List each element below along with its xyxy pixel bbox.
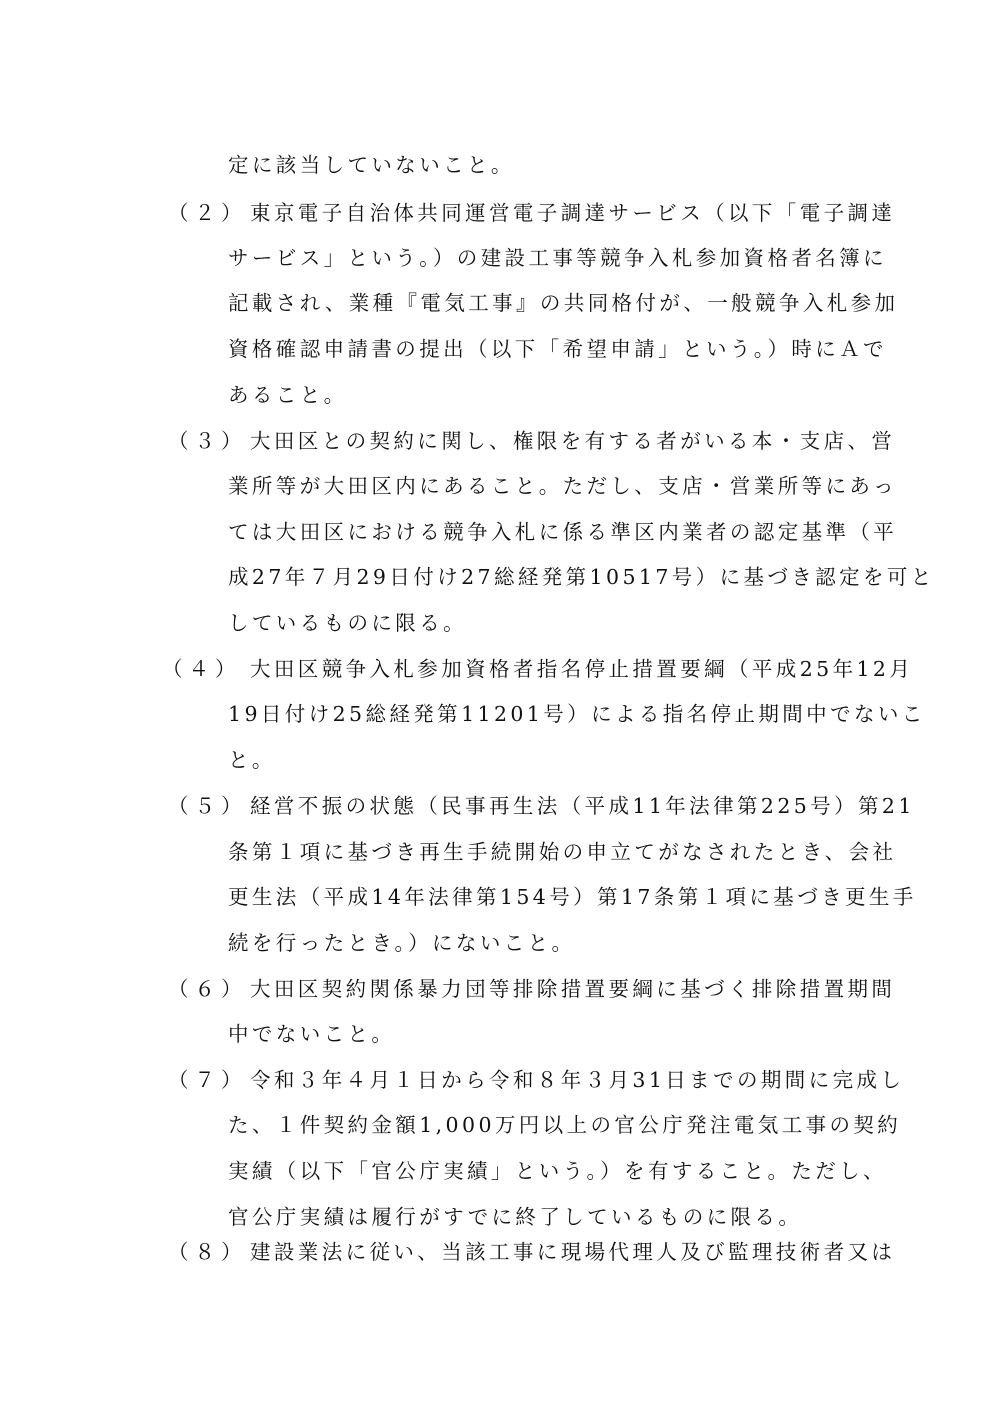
item-text-line: た、１件契約金額1,000万円以上の官公庁発注電気工事の契約 [228,1113,902,1137]
item-text-line: 中でないこと。 [228,1022,396,1046]
item-text-line: 経営不振の状態（民事再生法（平成11年法律第225号）第21 [250,794,915,818]
item-text-line: 資格確認申請書の提出（以下「希望申請」という。）時にＡで [228,337,887,361]
item-text-line: 令和３年４月１日から令和８年３月31日までの期間に完成し [250,1068,905,1092]
item-text-line: 記載され、業種『電気工事』の共同格付が、一般競争入札参加 [228,291,899,315]
item-text-line: 大田区との契約に関し、権限を有する者がいる本・支店、営 [250,429,896,453]
item-number: （３） [168,429,248,453]
item-number: （６） [168,977,248,1001]
item-text-line: 官公庁実績は履行がすでに終了しているものに限る。 [228,1205,803,1229]
item-text-line: 実績（以下「官公庁実績」という。）を有すること。ただし、 [228,1159,887,1183]
item-text-line: 建設業法に従い、当該工事に現場代理人及び監理技術者又は [250,1240,896,1264]
item-text-line: しているものに限る。 [228,611,467,635]
item-text-line: と。 [228,748,276,772]
item-text-line: 東京電子自治体共同運営電子調達サービス（以下「電子調達 [250,201,896,225]
item-text-line: サービス」という。）の建設工事等競争入札参加資格者名簿に [228,246,887,270]
item-text-line: 大田区競争入札参加資格者指名停止措置要綱（平成25年12月 [250,657,914,681]
item-number: （７） [168,1068,248,1092]
item-text-line: 成27年７月29日付け27総経発第10517号）に基づき認定を可と [228,565,935,589]
item-text-line: 続を行ったとき。）にないこと。 [228,931,576,955]
item-text-line: 定に該当していないこと。 [228,153,515,177]
item-number: （４） [162,657,242,681]
item-number: （８） [168,1240,248,1264]
item-number: （２） [168,201,248,225]
item-text-line: ては大田区における競争入札に係る準区内業者の認定基準（平 [228,520,898,544]
item-text-line: 業所等が大田区内にあること。ただし、支店・営業所等にあっ [228,474,897,498]
item-text-line: 更生法（平成14年法律第154号）第17条第１項に基づき更生手 [228,885,917,909]
item-number: （５） [168,794,248,818]
item-text-line: 条第１項に基づき再生手続開始の申立てがなされたとき、会社 [228,840,897,864]
item-text-line: 大田区契約関係暴力団等排除措置要綱に基づく排除措置期間 [250,977,896,1001]
item-text-line: あること。 [228,383,348,407]
item-text-line: 19日付け25総経発第11201号）による指名停止期間中でないこ [228,702,926,726]
